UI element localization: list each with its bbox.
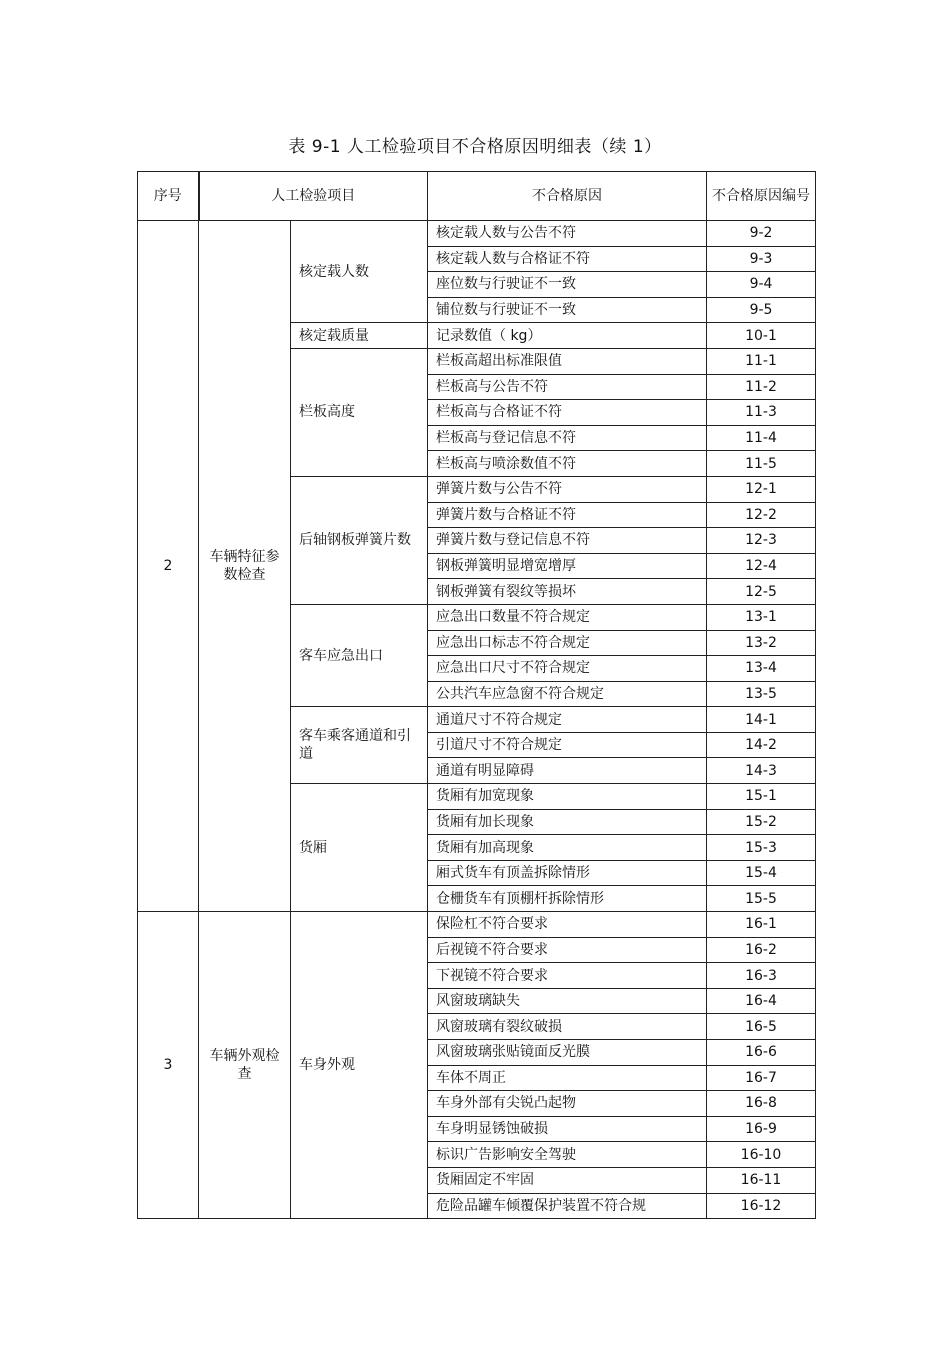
reason-cell: 钢板弹簧明显增宽增厚 bbox=[428, 553, 707, 579]
code-cell: 16-9 bbox=[707, 1116, 816, 1142]
reason-cell: 栏板高与公告不符 bbox=[428, 374, 707, 400]
reason-cell: 弹簧片数与合格证不符 bbox=[428, 502, 707, 528]
code-cell: 9-5 bbox=[707, 297, 816, 323]
code-cell: 11-3 bbox=[707, 400, 816, 426]
reason-cell: 弹簧片数与公告不符 bbox=[428, 476, 707, 502]
code-cell: 12-4 bbox=[707, 553, 816, 579]
code-cell: 16-3 bbox=[707, 963, 816, 989]
table-row bbox=[138, 221, 816, 247]
section-seq: 3 bbox=[138, 912, 199, 1219]
reason-cell: 风窗玻璃张贴镜面反光膜 bbox=[428, 1040, 707, 1066]
code-cell: 16-5 bbox=[707, 1014, 816, 1040]
code-cell: 10-1 bbox=[707, 323, 816, 349]
code-cell: 15-4 bbox=[707, 860, 816, 886]
reason-cell: 货厢有加长现象 bbox=[428, 809, 707, 835]
reason-cell: 保险杠不符合要求 bbox=[428, 912, 707, 938]
code-cell: 16-2 bbox=[707, 937, 816, 963]
code-cell: 16-12 bbox=[707, 1193, 816, 1219]
item-name: 车身外观 bbox=[291, 912, 428, 1219]
code-cell: 16-1 bbox=[707, 912, 816, 938]
code-cell: 11-2 bbox=[707, 374, 816, 400]
reason-cell: 厢式货车有顶盖拆除情形 bbox=[428, 860, 707, 886]
reason-cell: 车体不周正 bbox=[428, 1065, 707, 1091]
reason-cell: 栏板高超出标准限值 bbox=[428, 348, 707, 374]
header-reason: 不合格原因 bbox=[428, 172, 707, 221]
code-cell: 14-1 bbox=[707, 707, 816, 733]
header-code: 不合格原因编号 bbox=[707, 172, 816, 221]
reason-cell: 栏板高与登记信息不符 bbox=[428, 425, 707, 451]
code-cell: 11-1 bbox=[707, 348, 816, 374]
code-cell: 15-5 bbox=[707, 886, 816, 912]
code-cell: 9-2 bbox=[707, 221, 816, 247]
reason-cell: 座位数与行驶证不一致 bbox=[428, 272, 707, 298]
code-cell: 13-1 bbox=[707, 604, 816, 630]
reason-cell: 应急出口尺寸不符合规定 bbox=[428, 656, 707, 682]
code-cell: 13-2 bbox=[707, 630, 816, 656]
code-cell: 11-4 bbox=[707, 425, 816, 451]
reason-cell: 风窗玻璃有裂纹破损 bbox=[428, 1014, 707, 1040]
code-cell: 11-5 bbox=[707, 451, 816, 477]
code-cell: 12-2 bbox=[707, 502, 816, 528]
reason-cell: 车身外部有尖锐凸起物 bbox=[428, 1091, 707, 1117]
code-cell: 16-6 bbox=[707, 1040, 816, 1066]
header-row bbox=[138, 172, 816, 221]
code-cell: 9-3 bbox=[707, 246, 816, 272]
reason-cell: 危险品罐车倾覆保护装置不符合规 bbox=[428, 1193, 707, 1219]
section-category: 车辆特征参数检查 bbox=[199, 221, 291, 912]
code-cell: 13-5 bbox=[707, 681, 816, 707]
reason-cell: 通道有明显障碍 bbox=[428, 758, 707, 784]
code-cell: 16-11 bbox=[707, 1167, 816, 1193]
reason-cell: 货厢有加宽现象 bbox=[428, 784, 707, 810]
reason-cell: 车身明显锈蚀破损 bbox=[428, 1116, 707, 1142]
reason-cell: 栏板高与合格证不符 bbox=[428, 400, 707, 426]
reason-cell: 风窗玻璃缺失 bbox=[428, 988, 707, 1014]
reason-cell: 仓栅货车有顶棚杆拆除情形 bbox=[428, 886, 707, 912]
header-item: 人工检验项目 bbox=[199, 172, 428, 221]
code-cell: 15-3 bbox=[707, 835, 816, 861]
reason-cell: 记录数值（ kg） bbox=[428, 323, 707, 349]
reason-cell: 钢板弹簧有裂纹等损坏 bbox=[428, 579, 707, 605]
code-cell: 14-2 bbox=[707, 732, 816, 758]
item-name: 后轴钢板弹簧片数 bbox=[291, 476, 428, 604]
code-cell: 16-7 bbox=[707, 1065, 816, 1091]
item-name: 客车乘客通道和引道 bbox=[291, 707, 428, 784]
reason-cell: 标识广告影响安全驾驶 bbox=[428, 1142, 707, 1168]
reason-cell: 后视镜不符合要求 bbox=[428, 937, 707, 963]
reason-cell: 货厢固定不牢固 bbox=[428, 1167, 707, 1193]
inspection-table bbox=[137, 171, 816, 1219]
section-category: 车辆外观检查 bbox=[199, 912, 291, 1219]
reason-cell: 引道尺寸不符合规定 bbox=[428, 732, 707, 758]
code-cell: 16-4 bbox=[707, 988, 816, 1014]
reason-cell: 栏板高与喷涂数值不符 bbox=[428, 451, 707, 477]
code-cell: 12-3 bbox=[707, 528, 816, 554]
code-cell: 12-5 bbox=[707, 579, 816, 605]
table-title: 表 9-1 人工检验项目不合格原因明细表（续 1） bbox=[288, 137, 662, 157]
item-name: 栏板高度 bbox=[291, 348, 428, 476]
code-cell: 16-8 bbox=[707, 1091, 816, 1117]
reason-cell: 弹簧片数与登记信息不符 bbox=[428, 528, 707, 554]
item-name: 货厢 bbox=[291, 784, 428, 912]
code-cell: 16-10 bbox=[707, 1142, 816, 1168]
table-body bbox=[138, 221, 816, 1219]
reason-cell: 应急出口标志不符合规定 bbox=[428, 630, 707, 656]
item-name: 核定载人数 bbox=[291, 221, 428, 323]
reason-cell: 核定载人数与公告不符 bbox=[428, 221, 707, 247]
table-row bbox=[138, 912, 816, 938]
reason-cell: 货厢有加高现象 bbox=[428, 835, 707, 861]
code-cell: 9-4 bbox=[707, 272, 816, 298]
reason-cell: 下视镜不符合要求 bbox=[428, 963, 707, 989]
reason-cell: 核定载人数与合格证不符 bbox=[428, 246, 707, 272]
header-seq: 序号 bbox=[138, 172, 199, 221]
reason-cell: 应急出口数量不符合规定 bbox=[428, 604, 707, 630]
code-cell: 14-3 bbox=[707, 758, 816, 784]
reason-cell: 铺位数与行驶证不一致 bbox=[428, 297, 707, 323]
item-name: 核定载质量 bbox=[291, 323, 428, 349]
section-seq: 2 bbox=[138, 221, 199, 912]
reason-cell: 公共汽车应急窗不符合规定 bbox=[428, 681, 707, 707]
item-name: 客车应急出口 bbox=[291, 604, 428, 706]
code-cell: 15-2 bbox=[707, 809, 816, 835]
code-cell: 12-1 bbox=[707, 476, 816, 502]
code-cell: 15-1 bbox=[707, 784, 816, 810]
code-cell: 13-4 bbox=[707, 656, 816, 682]
reason-cell: 通道尺寸不符合规定 bbox=[428, 707, 707, 733]
